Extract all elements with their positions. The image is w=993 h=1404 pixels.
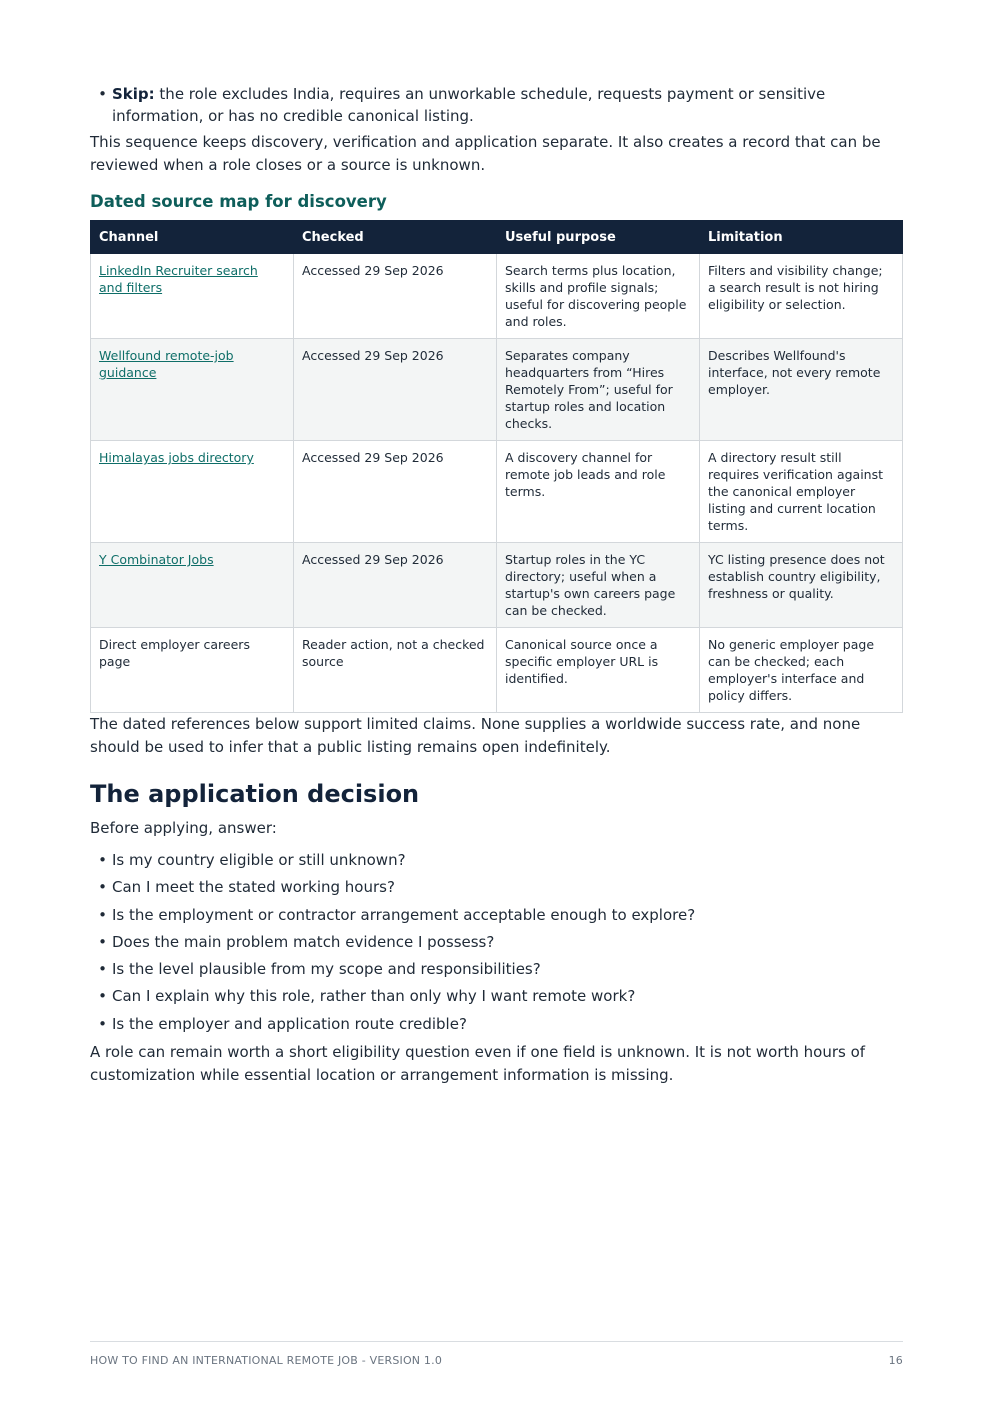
table-row <box>91 628 903 713</box>
list-item <box>90 986 903 1007</box>
table-row <box>91 254 903 339</box>
cell-purpose: Search terms plus location, skills and profile signals; useful for discovering people and roles. <box>497 254 700 339</box>
link-yc-jobs[interactable]: Y Combinator Jobs <box>99 552 214 567</box>
cell-limitation: No generic employer page can be checked; each employer's interface and policy differs. <box>700 628 903 713</box>
bullet-dot: • <box>98 1014 107 1033</box>
link-himalayas-directory[interactable]: Himalayas jobs directory <box>99 450 254 465</box>
table-row <box>91 339 903 441</box>
footer-title: HOW TO FIND AN INTERNATIONAL REMOTE JOB - VERSION 1.0 <box>90 1354 443 1367</box>
after-table-paragraph: The dated references below support limited claims. None supplies a worldwide success rate, and none should be used to infer that a public listing remains open indefinitely. <box>90 715 861 756</box>
bullet-dot: • <box>98 85 107 103</box>
cell-purpose: Separates company headquarters from “Hires Remotely From”; useful for startup roles and location checks. <box>497 339 700 441</box>
cell-channel <box>91 441 294 543</box>
header-checked: Checked <box>294 221 497 254</box>
skip-bullet-text <box>112 83 903 127</box>
link-wellfound-guidance[interactable]: Wellfound remote-job guidance <box>99 348 234 380</box>
table-row <box>91 441 903 543</box>
cell-checked: Accessed 29 Sep 2026 <box>294 441 497 543</box>
table-row <box>91 543 903 628</box>
cell-checked: Accessed 29 Sep 2026 <box>294 543 497 628</box>
cell-checked: Accessed 29 Sep 2026 <box>294 254 497 339</box>
skip-label: Skip: <box>112 85 155 103</box>
bullet-dot: • <box>98 878 107 897</box>
question-list <box>90 850 903 1035</box>
cell-limitation: Describes Wellfound's interface, not every remote employer. <box>700 339 903 441</box>
section-heading: The application decision <box>90 780 420 808</box>
page-content <box>90 83 903 1087</box>
question-text: Can I explain why this role, rather than only why I want remote work? <box>112 987 636 1006</box>
page-footer <box>90 1341 903 1367</box>
closing-paragraph: A role can remain worth a short eligibility question even if one field is unknown. It is not worth hours of customization while essential location or arrangement information is missing. <box>90 1043 866 1085</box>
cell-checked: Reader action, not a checked source <box>294 628 497 713</box>
question-text: Is the level plausible from my scope and responsibilities? <box>112 960 541 979</box>
question-text: Can I meet the stated working hours? <box>112 878 395 897</box>
cell-channel: Direct employer careers page <box>91 628 294 713</box>
list-item <box>90 877 903 898</box>
header-channel: Channel <box>91 221 294 254</box>
cell-channel <box>91 339 294 441</box>
list-item <box>90 959 903 980</box>
cell-limitation: A directory result still requires verification against the canonical employer listing and current location terms. <box>700 441 903 543</box>
table-heading: Dated source map for discovery <box>90 192 387 211</box>
list-item <box>90 932 903 953</box>
bullet-dot: • <box>98 932 107 951</box>
question-text: Is the employer and application route credible? <box>112 1014 467 1033</box>
question-text: Is the employment or contractor arrangement acceptable enough to explore? <box>112 905 696 924</box>
cell-limitation: YC listing presence does not establish country eligibility, freshness or quality. <box>700 543 903 628</box>
cell-limitation: Filters and visibility change; a search result is not hiring eligibility or selection. <box>700 254 903 339</box>
list-item <box>90 1014 903 1035</box>
list-item <box>90 905 903 926</box>
cell-purpose: A discovery channel for remote job leads and role terms. <box>497 441 700 543</box>
skip-bullet <box>90 83 903 127</box>
link-linkedin-recruiter[interactable]: LinkedIn Recruiter search and filters <box>99 263 258 295</box>
bullet-dot: • <box>98 905 107 924</box>
skip-description: the role excludes India, requires an unworkable schedule, requests payment or sensitive information, or has no credible canonical listing. <box>112 85 826 125</box>
question-text: Is my country eligible or still unknown? <box>112 851 406 869</box>
table-header-row <box>91 221 903 254</box>
header-purpose: Useful purpose <box>497 221 700 254</box>
cell-channel <box>91 254 294 339</box>
cell-channel <box>91 543 294 628</box>
cell-checked: Accessed 29 Sep 2026 <box>294 339 497 441</box>
cell-purpose: Startup roles in the YC directory; useful when a startup's own careers page can be checked. <box>497 543 700 628</box>
header-limitation: Limitation <box>700 221 903 254</box>
section-intro: Before applying, answer: <box>90 819 277 837</box>
question-text: Does the main problem match evidence I possess? <box>112 932 495 951</box>
intro-paragraph: This sequence keeps discovery, verification and application separate. It also creates a record that can be reviewed when a role closes or a source is unknown. <box>90 133 881 174</box>
list-item <box>90 850 903 871</box>
bullet-dot: • <box>98 960 107 979</box>
bullet-dot: • <box>98 851 107 869</box>
source-map-table <box>90 220 903 713</box>
page-number: 16 <box>888 1354 903 1367</box>
cell-purpose: Canonical source once a specific employer URL is identified. <box>497 628 700 713</box>
bullet-dot: • <box>98 987 107 1006</box>
